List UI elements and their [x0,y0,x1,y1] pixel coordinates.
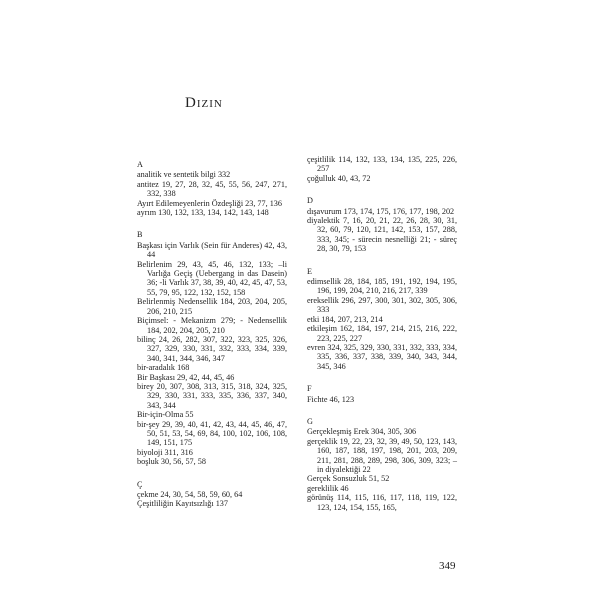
index-column-right [307,155,457,512]
index-entry: Belirlenmiş Nedensellik 184, 203, 204, 205, 206, 210, 215 [137,297,287,316]
section-letter: D [307,196,313,206]
section-letter: Ç [137,479,143,489]
index-entry: biyoloji 311, 316 [137,447,193,457]
index-entry: Bir Başkası 29, 42, 44, 45, 46 [137,372,235,382]
section-gap [307,371,457,379]
index-entry: antitez 19, 27, 28, 32, 45, 55, 56, 247, 271, 332, 338 [137,179,287,199]
index-entry: etkileşim 162, 184, 197, 214, 215, 216, 222, 223, 225, 227 [307,324,457,343]
section-gap [137,467,287,475]
index-entry: bilinç 24, 26, 282, 307, 322, 323, 325, 326, 327, 329, 330, 331, 332, 333, 334, 339, 340, 341, 344, 346, 347 [137,334,287,363]
index-entry: çekme 24, 30, 54, 58, 59, 60, 64 [137,490,243,499]
index-entry: Başkası için Varlık (Sein für Anderes) 42, 43, 44 [137,240,287,260]
index-entry: Gerçekleşmiş Erek 304, 305, 306 [307,427,417,437]
section-letter: G [307,416,313,426]
index-entry: gerçeklik 19, 22, 23, 32, 39, 49, 50, 123, 143, 160, 187, 188, 197, 198, 201, 203, 209, 211, 281, 288, 289, 298, 306, 309, 323; –in diyalektiği 22 [307,436,457,474]
section-letter: A [137,160,143,169]
index-entry: ayrım 130, 132, 133, 134, 142, 143, 148 [137,208,269,218]
index-entry: Fichte 46, 123 [307,394,355,404]
section-letter: B [137,230,143,240]
section-letter: F [307,384,312,394]
index-entry: bir-aradalık 168 [137,363,190,373]
index-entry: çeşitlilik 114, 132, 133, 134, 135, 225, 226, 257 [307,155,457,174]
index-entry: Ayırt Edilemeyenlerin Özdeşliği 23, 77, 136 [137,198,282,208]
index-entry: Belirlenim 29, 43, 45, 46, 132, 133; –li Varlığa Geçiş (Uebergang in das Dasein) 36; -li Varlık 37, 38, 39, 40, 42, 45, 47, 53, 55, 79, 95, 122, 132, 152, 158 [137,259,287,297]
index-entry: evren 324, 325, 329, 330, 331, 332, 333, 334, 335, 336, 337, 338, 339, 340, 343, 344, 345, 346 [307,342,457,371]
index-entry: analitik ve sentetik bilgi 332 [137,170,231,180]
section-gap [307,183,457,191]
index-entry: Gerçek Sonsuzluk 51, 52 [307,474,390,484]
section-gap [307,254,457,262]
index-entry: etki 184, 207, 213, 214 [307,314,383,324]
index-column-left [137,155,287,509]
index-entry: birey 20, 307, 308, 313, 315, 318, 324, 325, 329, 330, 331, 333, 335, 336, 337, 340, 343, 344 [137,381,287,410]
index-entry: edimsellik 28, 184, 185, 191, 192, 194, 195, 196, 199, 204, 210, 216, 217, 339 [307,277,457,296]
index-entry: ereksellik 296, 297, 300, 301, 302, 305, 306, 333 [307,295,457,315]
index-entry: gereklilik 46 [307,483,349,493]
index-entry: boşluk 30, 56, 57, 58 [137,457,206,467]
index-entry: çoğulluk 40, 43, 72 [307,173,371,183]
section-letter: E [307,266,313,276]
page-number: 349 [439,560,456,572]
index-entry: görünüş 114, 115, 116, 117, 118, 119, 122, 123, 124, 154, 155, 165, [307,493,457,512]
index-entry: Biçimsel: - Mekanizm 279; - Nedensellik 184, 202, 204, 205, 210 [137,316,287,335]
index-entry: Çeşitliliğin Kayıtsızlığı 137 [137,499,228,509]
index-entry: Bir-için-Olma 55 [137,410,194,420]
section-gap [137,217,287,225]
page-title: Dizin [185,95,223,111]
index-entry: diyalektik 7, 16, 20, 21, 22, 26, 28, 30, 31, 32, 60, 79, 120, 121, 142, 153, 157, 288, 333, 345; - sürecin nesnelliği 21; - süreç 28, 30, 79, 153 [307,216,457,254]
index-entry: dışavurum 173, 174, 175, 176, 177, 198, 202 [307,206,455,216]
index-entry: bir-şey 29, 39, 40, 41, 42, 43, 44, 45, 46, 47, 50, 51, 53, 54, 69, 84, 100, 102, 106, 108, 149, 151, 175 [137,419,287,448]
section-gap [307,404,457,412]
